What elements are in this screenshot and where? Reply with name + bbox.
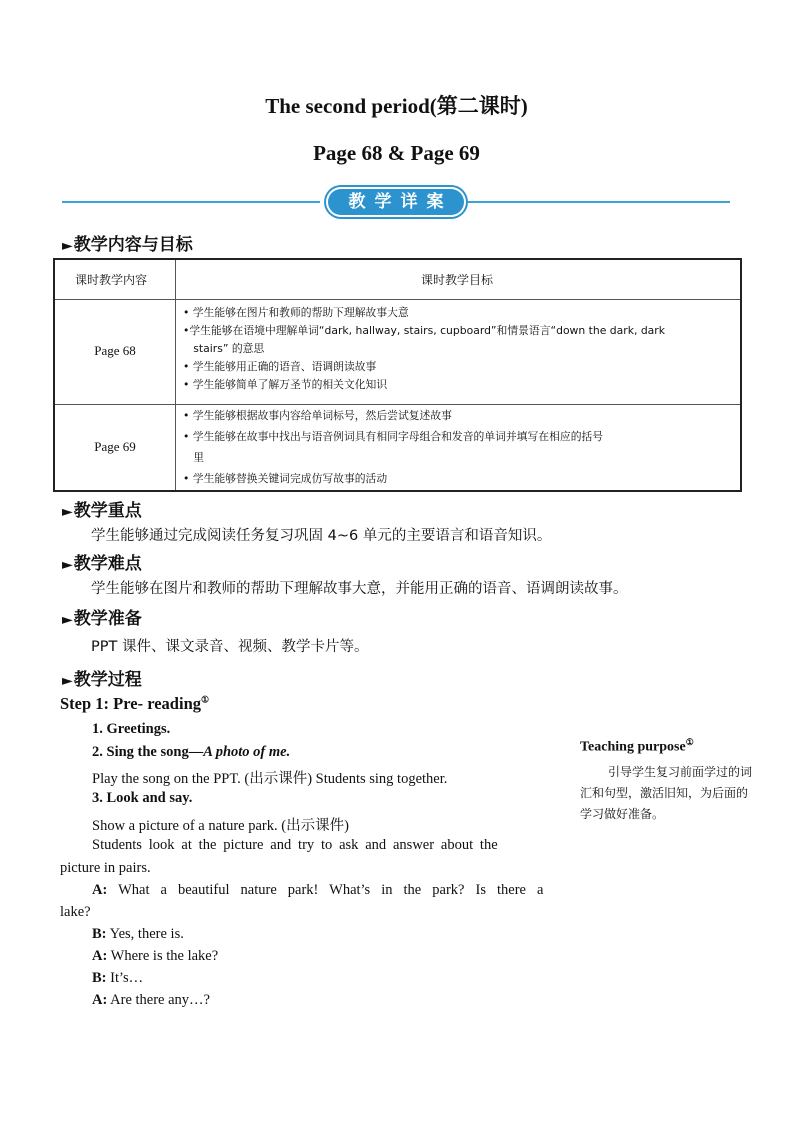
section-heading-content-goals: ►教学内容与目标 xyxy=(62,235,193,255)
goal-item: • 学生能够简单了解万圣节的相关文化知识 xyxy=(183,378,388,391)
footnote-marker: ① xyxy=(685,737,694,747)
section-banner xyxy=(62,187,730,217)
section-heading-preparation: ►教学准备 xyxy=(62,609,142,629)
goal-item: stairs” 的意思 xyxy=(183,342,265,355)
goal-item: •学生能够在语境中理解单词“dark, hallway, stairs, cupboard”和情景语言“down the dark, dark xyxy=(183,324,665,337)
dialogue-line: B: Yes, there is. xyxy=(92,926,184,942)
goals-table xyxy=(53,258,742,492)
banner-line-right xyxy=(468,201,730,203)
teaching-purpose-text: 引导学生复习前面学过的词汇和句型，激活旧知，为后面的学习做好准备。 xyxy=(580,765,753,821)
table-row-label: Page 69 xyxy=(94,439,136,454)
step-heading: Step 1: Pre- reading① xyxy=(60,694,210,713)
look-say-line: 3. Look and say. xyxy=(92,790,193,806)
banner-line-left xyxy=(62,201,320,203)
section-heading-process: ►教学过程 xyxy=(62,670,142,690)
students-line: picture in pairs. xyxy=(60,860,151,876)
banner-char: 案 xyxy=(424,191,446,213)
show-picture-line: Show a picture of a nature park. (出示课件) xyxy=(92,818,349,834)
banner-char: 教 xyxy=(346,191,368,213)
sing-song-line: 2. Sing the song—A photo of me. xyxy=(92,744,291,760)
page-subtitle: Page 68 & Page 69 xyxy=(313,141,480,165)
table-header-content: 课时教学内容 xyxy=(75,273,148,287)
preparation-text: PPT 课件、课文录音、视频、教学卡片等。 xyxy=(91,639,369,655)
teaching-purpose-title: Teaching purpose① xyxy=(580,737,694,755)
key-points-text: 学生能够通过完成阅读任务复习巩固 4~6 单元的主要语言和语音知识。 xyxy=(91,528,552,544)
dialogue-line: lake? xyxy=(60,904,91,920)
goal-item: • 学生能够在图片和教师的帮助下理解故事大意 xyxy=(183,306,409,319)
triangle-marker-icon: ► xyxy=(62,673,73,689)
dialogue-line: A: Where is the lake? xyxy=(92,948,219,964)
banner-char: 详 xyxy=(398,191,420,213)
goal-item: • 学生能够用正确的语音、语调朗读故事 xyxy=(183,360,377,373)
triangle-marker-icon: ► xyxy=(62,557,73,573)
table-row-goals xyxy=(183,405,739,489)
goal-item: • 学生能够替换关键词完成仿写故事的活动 xyxy=(183,472,388,485)
greetings-line: 1. Greetings. xyxy=(92,721,171,737)
table-row-goals xyxy=(183,304,739,394)
triangle-marker-icon: ► xyxy=(62,504,73,520)
table-header-goals: 课时教学目标 xyxy=(421,273,494,287)
play-song-line: Play the song on the PPT. (出示课件) Students sing together. xyxy=(92,771,448,787)
students-line: Students look at the picture and try to ask and answer about the xyxy=(92,837,498,853)
dialogue-line: B: It’s… xyxy=(92,970,144,986)
section-heading-difficulties: ►教学难点 xyxy=(62,554,142,574)
section-heading-key-points: ►教学重点 xyxy=(62,501,142,521)
dialogue-line: A: What a beautiful nature park! What’s in the park? Is there a xyxy=(92,882,544,898)
triangle-marker-icon: ► xyxy=(62,238,73,254)
page-title: The second period(第二课时) xyxy=(265,94,528,118)
goal-item: • 学生能够根据故事内容给单词标号，然后尝试复述故事 xyxy=(183,409,452,422)
banner-char: 学 xyxy=(372,191,394,213)
footnote-marker: ① xyxy=(201,694,210,705)
dialogue-line: A: Are there any…? xyxy=(92,992,210,1008)
table-row-label: Page 68 xyxy=(94,343,136,358)
goal-item: 里 xyxy=(183,451,205,464)
triangle-marker-icon: ► xyxy=(62,612,73,628)
goal-item: • 学生能够在故事中找出与语音例词具有相同字母组合和发音的单词并填写在相应的括号 xyxy=(183,430,604,443)
difficulties-text: 学生能够在图片和教师的帮助下理解故事大意，并能用正确的语音、语调朗读故事。 xyxy=(91,581,628,597)
